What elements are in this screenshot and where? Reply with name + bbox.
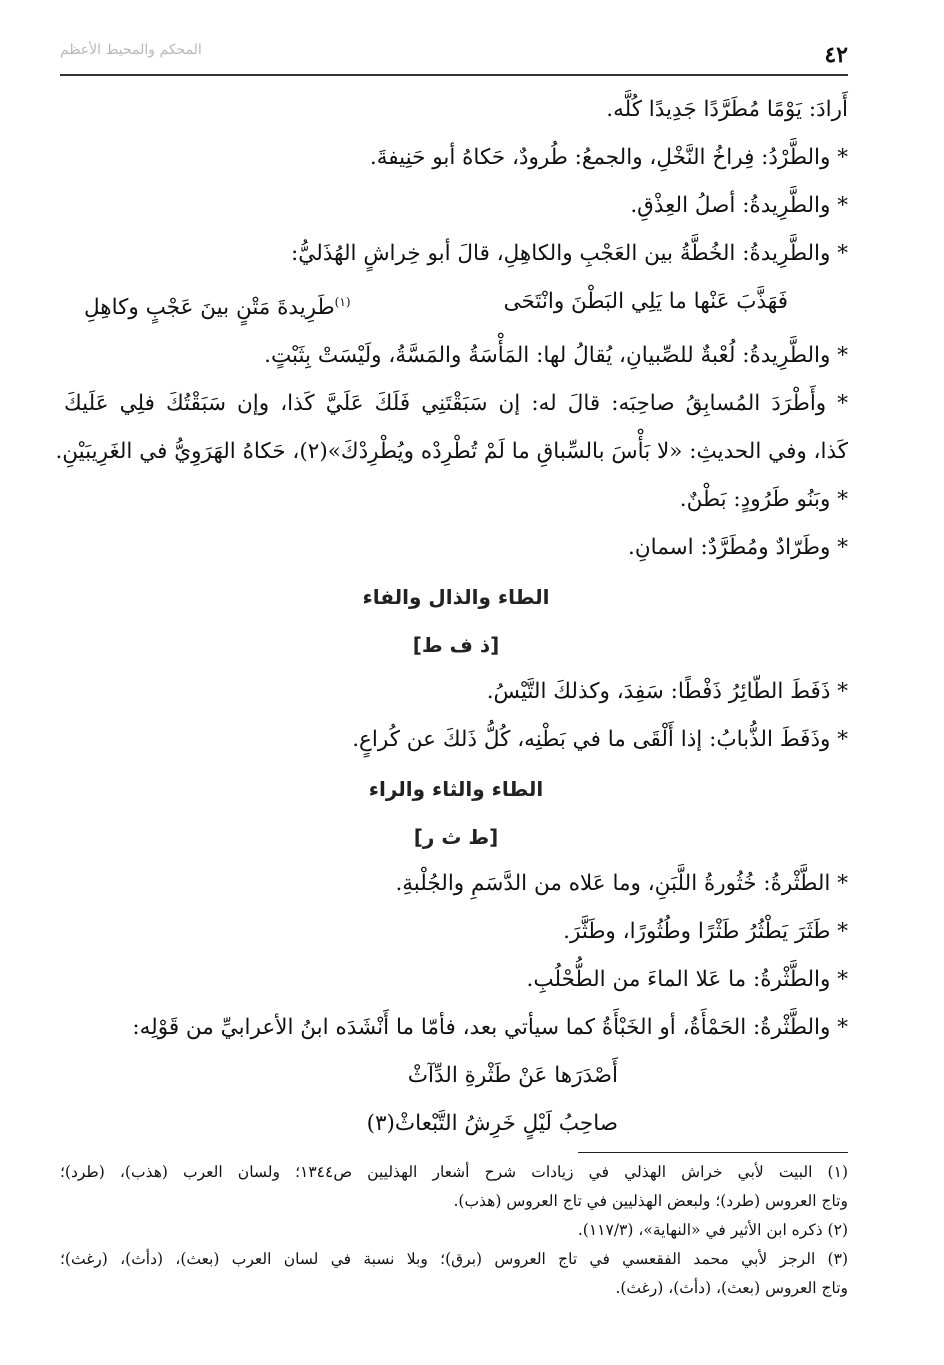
footnote-rule <box>578 1152 848 1153</box>
root-heading: [ط ث ر] <box>413 825 499 850</box>
main-text <box>55 86 848 1148</box>
running-title: المحكم والمحيط الأعظم <box>60 42 202 58</box>
page-number: ٤٢ <box>824 42 848 68</box>
footnote: (١) البيت لأبي خراش الهذلي في زيادات شرح أشعار الهذليين ص١٣٤٤؛ ولسان العرب (هذب)، (طرد)؛ <box>60 1163 848 1181</box>
entry-line: * والطَّرِيدةُ: لُعْبةٌ للصِّبيانِ، يُقالُ لها: المَأْسَةُ والمَسَّةُ، ولَيْسَتْ بِثَبْتٍ. <box>264 343 848 369</box>
section-heading: الطاء والثاء والراء <box>368 777 544 802</box>
root-heading: [ذ ف ط] <box>412 633 500 658</box>
section-heading: الطاء والذال والفاء <box>362 585 550 610</box>
entry-line: * والطَّرْدُ: فِراخُ النَّخْلِ، والجمعُ: طُرودٌ، حَكاهُ أبو حَنِيفةَ. <box>369 145 848 170</box>
page-header <box>60 38 848 72</box>
footnote-continued: وتاج العروس (طرد)؛ ولبعض الهذليين في تاج العروس (هذب). <box>453 1192 848 1210</box>
poem-verse <box>64 278 848 332</box>
entry-line: * والطَّرِيدةُ: الخُطَّةُ بين العَجْبِ والكاهِلِ، قالَ أبو خِراشٍ الهُذَليُّ: <box>291 241 848 266</box>
entry-line: * وذَفَطَ الذُّبابُ: إذا أَلْقَى ما في بَطْنِه، كُلُّ ذَلكَ عن كُراعٍ. <box>352 727 848 753</box>
entry-line: * طَثَرَ يَطْثُرُ طَثْرًا وطُثُورًا، وطَثَّرَ. <box>563 919 848 945</box>
entry-line: * وطَرّادٌ ومُطَرَّدٌ: اسمانِ. <box>628 535 848 561</box>
rajaz-line: أَصْدَرَها عَنْ طَثْرةِ الدِّآثْ <box>407 1063 618 1089</box>
entry-line: * وأَطْرَدَ المُسابِقُ صاحِبَه: قالَ له: إن سَبَقْتَنِي فَلَكَ عَلَيَّ كَذا، وإن سَبَقْتُكَ فلِي عَلَيكَ <box>64 391 848 417</box>
header-rule <box>60 74 848 76</box>
entry-line: * والطَّرِيدةُ: أصلُ العِذْقِ. <box>630 193 848 218</box>
verse-second-hemistich: $^{(١)}$طَرِيدةَ مَتْنٍ بينَ عَجْبٍ وكاهِلِ <box>84 295 351 321</box>
entry-line: * الطَّثْرةُ: خُثُورةُ اللَّبَنِ، وما عَلاه من الدَّسَمِ والجُلْبةِ. <box>395 871 848 897</box>
entry-line: * وبَنُو طَرُودٍ: بَطْنٌ. <box>679 487 848 513</box>
footnote-marker: (١) <box>334 295 351 309</box>
footnote-continued: وتاج العروس (بعث)، (دأث)، (رغث). <box>615 1279 848 1297</box>
footnote: (٢) ذكره ابن الأثير في «النهاية»، (١١٧/٣). <box>577 1221 848 1239</box>
entry-line: * والطَّثْرةُ: الحَمْأَةُ، أو الخَبْأَةُ كما سيأتي بعد، فأمّا ما أَنْشَدَه ابنُ الأعرابيِّ من قَوْلِه: <box>132 1015 848 1041</box>
rajaz-line: صاحِبُ لَيْلٍ خَرِشُ التَّبْعاثْ(٣) <box>366 1111 618 1137</box>
verse-first-hemistich: فَهَذَّبَ عَنْها ما يَلِي البَطْنَ وانْتَحَى <box>503 289 788 314</box>
entry-line-continued: كَذا، وفي الحديثِ: «لا بَأْسَ بالسِّباقِ ما لَمْ تُطْرِدْه ويُطْرِدْكَ»(٢)، حَكاهُ الهَرَوِيُّ في الغَرِيبَيْنِ. <box>55 439 848 465</box>
entry-line: * والطَّثْرةُ: ما عَلا الماءَ من الطُّحْلُبِ. <box>526 967 848 993</box>
footnote: (٣) الرجز لأبي محمد الفقعسي في تاج العروس (برق)؛ وبلا نسبة في لسان العرب (بعث)، (دأث)، (رغث)؛ <box>60 1250 848 1268</box>
footnotes <box>60 1158 848 1303</box>
entry-line: * ذَفَطَ الطّائِرُ ذَفْطًا: سَفِدَ، وكذلكَ التَّيْسُ. <box>486 679 848 705</box>
text-line: أَرادَ: يَوْمًا مُطَرَّدًا جَدِيدًا كُلَّه. <box>606 97 848 122</box>
